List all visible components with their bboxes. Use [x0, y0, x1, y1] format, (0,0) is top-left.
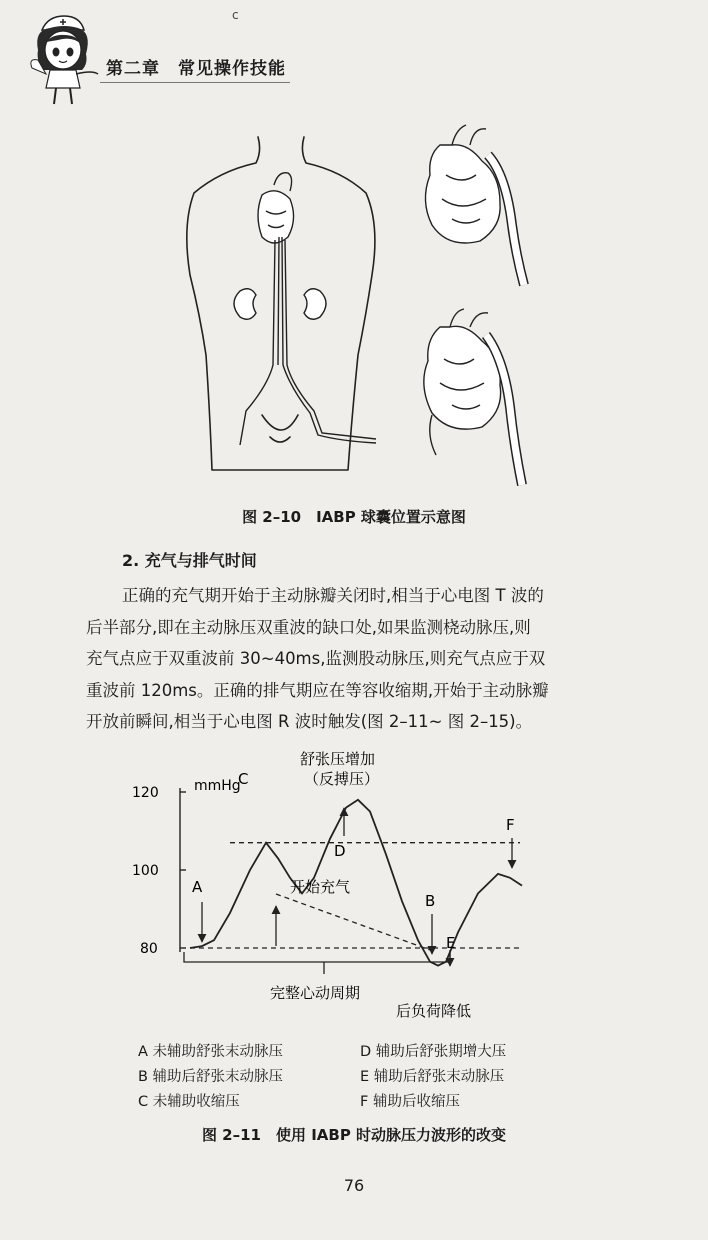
y-tick-label-80: 80 — [140, 941, 158, 957]
y-tick-label-100: 100 — [132, 863, 159, 879]
figure2-caption: 图 2–11 使用 IABP 时动脉压力波形的改变 — [201, 1126, 507, 1144]
chart-legend — [138, 1040, 598, 1115]
kidney-icon — [234, 289, 326, 320]
heart-catheter-lower-icon — [424, 309, 522, 485]
annotation-f: F — [506, 816, 515, 834]
iabp-position-illustration — [170, 115, 560, 495]
annotation-counterpulsation: （反搏压） — [304, 770, 380, 788]
header-rule — [100, 82, 290, 83]
legend-item-c: C 未辅助收缩压 — [138, 1094, 240, 1110]
legend-item-f: F 辅助后收缩压 — [360, 1094, 460, 1110]
annotation-c: C — [238, 770, 249, 788]
annotation-afterload: 后负荷降低 — [396, 1002, 472, 1020]
heart-icon — [258, 173, 294, 243]
legend-row — [138, 1090, 598, 1115]
annotation-cardiac-cycle: 完整心动周期 — [270, 984, 361, 1002]
annotation-e: E — [446, 934, 456, 952]
series-line-pressure — [190, 800, 522, 966]
nurse-mascot-icon — [28, 12, 100, 107]
cardiac-cycle-bracket — [184, 952, 450, 962]
y-axis-label: mmHg — [194, 778, 241, 794]
y-tick-label-120: 120 — [132, 785, 159, 801]
legend-item-b: B 辅助后舒张末动脉压 — [138, 1069, 284, 1085]
top-mark: c — [232, 8, 239, 22]
annotation-d: D — [334, 842, 346, 860]
legend-row — [138, 1065, 598, 1090]
legend-item-e: E 辅助后舒张末动脉压 — [360, 1069, 505, 1085]
heart-catheter-upper-icon — [425, 125, 524, 285]
paragraph-line: 后半部分,即在主动脉压双重波的缺口处,如果监测桡动脉压,则 — [86, 617, 531, 637]
legend-item-a: A 未辅助舒张末动脉压 — [138, 1044, 284, 1060]
chapter-title: 第二章 常见操作技能 — [106, 59, 286, 79]
figure1-caption: 图 2–10 IABP 球囊位置示意图 — [242, 508, 466, 526]
page-number: 76 — [343, 1176, 365, 1195]
annotation-start-inflate: 开始充气 — [290, 878, 351, 896]
legend-item-d: D 辅助后舒张期增大压 — [360, 1044, 507, 1060]
paragraph-line: 开放前瞬间,相当于心电图 R 波时触发(图 2–11~ 图 2–15)。 — [86, 712, 533, 731]
legend-row — [138, 1040, 598, 1065]
section-title: 2. 充气与排气时间 — [122, 551, 257, 570]
section-paragraph — [86, 580, 654, 738]
page-header — [0, 0, 708, 110]
paragraph-line: 重波前 120ms。正确的排气期应在等容收缩期,开始于主动脉瓣 — [86, 680, 549, 700]
annotation-b: B — [425, 892, 436, 910]
annotation-a: A — [192, 878, 203, 896]
unassisted-diastole-dashed — [276, 894, 430, 950]
paragraph-line: 充气点应于双重波前 30~40ms,监测股动脉压,则充气点应于双 — [86, 649, 546, 668]
annotation-diastolic-aug: 舒张压增加 — [300, 750, 376, 768]
pressure-waveform-chart — [120, 740, 580, 1040]
paragraph-line: 正确的充气期开始于主动脉瓣关闭时,相当于心电图 T 波的 — [122, 586, 544, 605]
